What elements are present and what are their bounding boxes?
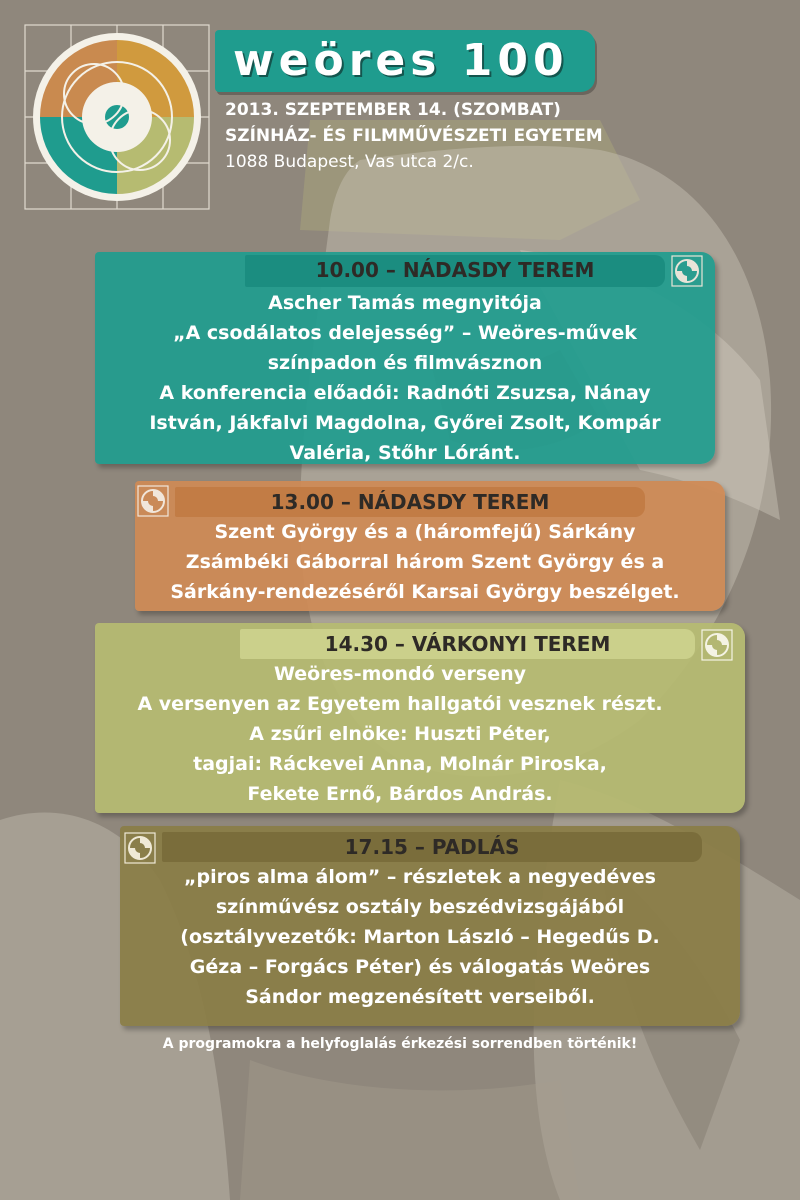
program-heading: 17.15 – PADLÁS <box>344 835 520 859</box>
program-line: színművész osztály beszédvizsgájából <box>215 896 625 918</box>
program-line: Zsámbéki Gáborral három Szent György és a <box>185 551 665 573</box>
program-line: tagjai: Ráckevei Anna, Molnár Piroska, <box>193 753 607 775</box>
weores-logo-emblem <box>22 22 212 212</box>
program-details <box>100 862 740 1012</box>
program-details <box>125 517 725 607</box>
program-line: A konferencia előadói: Radnóti Zsuzsa, Nánay <box>159 382 651 404</box>
program-line: „A csodálatos delejesség” – Weöres-művek <box>173 322 637 344</box>
program-card-1000 <box>95 252 715 464</box>
program-line: Sándor megzenésített verseiből. <box>245 986 595 1008</box>
program-details <box>95 288 715 468</box>
program-line: Weöres-mondó verseny <box>273 663 527 685</box>
program-line: Fekete Ernő, Bárdos András. <box>247 783 553 805</box>
event-info <box>225 97 603 175</box>
program-line: színpadon és filmvásznon <box>267 352 543 374</box>
event-venue: SZÍNHÁZ- ÉS FILMMŰVÉSZETI EGYETEM <box>225 126 603 146</box>
program-heading-bar <box>175 487 645 517</box>
program-card-1715 <box>120 826 740 1026</box>
event-address: 1088 Budapest, Vas utca 2/c. <box>225 152 474 172</box>
triskelion-icon <box>671 255 703 287</box>
program-line: Valéria, Stőhr Lóránt. <box>289 442 521 464</box>
program-line: Géza – Forgács Péter) és válogatás Weöres <box>189 956 651 978</box>
program-card-1300 <box>135 481 725 611</box>
title-banner <box>215 30 595 92</box>
program-line: Sárkány-rendezéséről Karsai György beszélget. <box>170 581 680 603</box>
triskelion-icon <box>701 629 733 661</box>
program-line: A zsűri elnöke: Huszti Péter, <box>249 723 551 745</box>
program-heading-bar <box>240 629 695 659</box>
program-details <box>55 659 745 809</box>
program-heading-bar <box>162 832 702 862</box>
program-line: (osztályvezetők: Marton László – Hegedűs D. <box>180 926 660 948</box>
program-card-1430 <box>95 623 745 813</box>
program-heading: 13.00 – NÁDASDY TEREM <box>270 490 550 514</box>
program-line: Ascher Tamás megnyitója <box>268 292 542 314</box>
program-line: „piros alma álom” – részletek a negyedéves <box>184 866 656 888</box>
seating-notice: A programokra a helyfoglalás érkezési sorrendben történik! <box>162 1036 638 1052</box>
program-line: A versenyen az Egyetem hallgatói vesznek részt. <box>137 693 663 715</box>
program-heading: 10.00 – NÁDASDY TEREM <box>315 258 595 282</box>
program-heading: 14.30 – VÁRKONYI TEREM <box>324 632 611 656</box>
program-line: István, Jákfalvi Magdolna, Győrei Zsolt, Kompár <box>149 412 661 434</box>
triskelion-icon <box>137 485 169 517</box>
event-date: 2013. SZEPTEMBER 14. (SZOMBAT) <box>225 100 561 120</box>
triskelion-icon <box>124 832 156 864</box>
program-heading-bar <box>245 255 665 287</box>
program-line: Szent György és a (háromfejű) Sárkány <box>214 521 636 543</box>
page-title: weöres 100 <box>233 35 569 86</box>
